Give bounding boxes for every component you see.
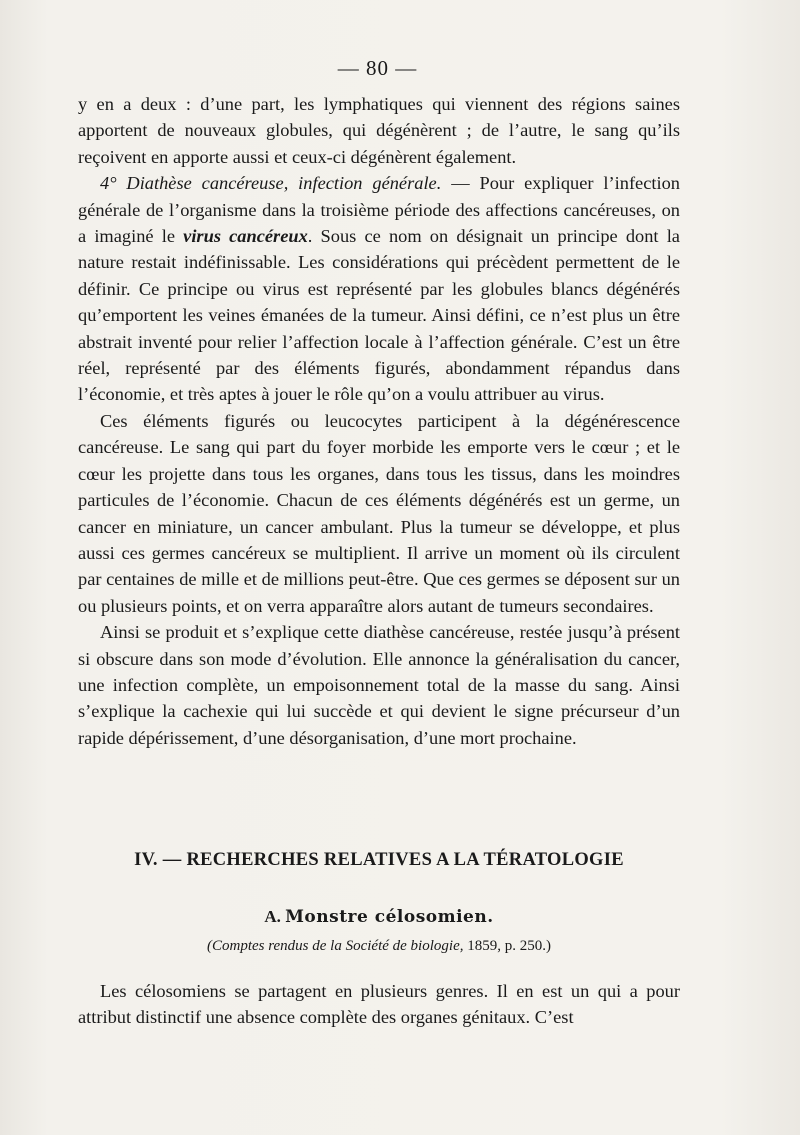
- citation-source: (Comptes rendus de la Société de biologie,: [207, 938, 464, 954]
- paragraph-diathese-text-2: . Sous ce nom on désignait un principe dont la nature restait indéfinissable. Les considérations qui précèdent permettent de le définir. Ce principe ou virus est représenté par les globules blancs dégénérés qu’emportent les veines émanées de la tumeur. Ainsi défini, ce n’est plus un être abstrait inventé pour relier l’affection locale à l’affection générale. C’est un être réel, représenté par des éléments figurés, abondamment répandus dans l’économie, et très aptes à jouer le rôle qu’on a voulu attribuer au virus.: [78, 226, 680, 405]
- paragraph-celosomiens: Les célosomiens se partagent en plusieurs genres. Il en est un qui a pour attribut distinctif une absence complète des organes génitaux. C’est: [78, 981, 680, 1028]
- citation: [78, 938, 680, 955]
- paragraph-continuation: y en a deux : d’une part, les lymphatiques qui viennent des régions saines apportent de nouveaux globules, qui dégénèrent ; de l’autre, le sang qu’ils reçoivent en apporte aussi et ceux-ci dégénèrent également.: [78, 94, 680, 167]
- subsection-dash: —: [441, 173, 480, 194]
- paragraph-diathese-text-1: Pour expliquer l’infection générale de l’organisme dans la troisième période des affections cancéreuses, on a imaginé le: [78, 173, 680, 247]
- sub-heading-title: Monstre célosomien.: [285, 907, 494, 927]
- subsection-label: 4° Diathèse cancéreuse, infection générale.: [100, 173, 442, 194]
- sub-heading: [78, 907, 680, 927]
- virus-term: virus cancéreux: [183, 226, 308, 247]
- paragraph-ainsi: Ainsi se produit et s’explique cette diathèse cancéreuse, restée jusqu’à présent si obscure dans son mode d’évolution. Elle annonce la généralisation du cancer, une infection complète, un empoisonnement total de la masse du sang. Ainsi s’explique la cachexie qui lui succède et qui devient le signe précurseur d’un rapide dépérissement, d’une désorganisation, d’une mort prochaine.: [78, 622, 680, 748]
- paragraph-diathese: [78, 170, 680, 408]
- paragraph-elements-figures: Ces éléments figurés ou leucocytes participent à la dégénérescence cancéreuse. Le sang qui part du foyer morbide les emporte vers le cœur ; et le cœur les projette dans tous les organes, dans tous les tissus, dans les moindres particules de l’économie. Chacun de ces éléments dégénérés est un germe, un cancer en miniature, un cancer ambulant. Plus la tumeur se développe, et plus aussi ces germes cancéreux se multiplient. Il arrive un moment où ils circulent par centaines de mille et de millions peut-être. Que ces germes se déposent sur un ou plusieurs points, et on verra apparaître alors autant de tumeurs secondaires.: [78, 410, 680, 616]
- body-text: [78, 91, 680, 751]
- page-number: — 80 —: [337, 56, 418, 80]
- section-heading: IV. — RECHERCHES RELATIVES A LA TÉRATOLOGIE: [134, 850, 624, 870]
- citation-reference: 1859, p. 250.): [463, 938, 551, 954]
- closing-text: [78, 978, 680, 1031]
- sub-heading-prefix: A.: [264, 907, 286, 926]
